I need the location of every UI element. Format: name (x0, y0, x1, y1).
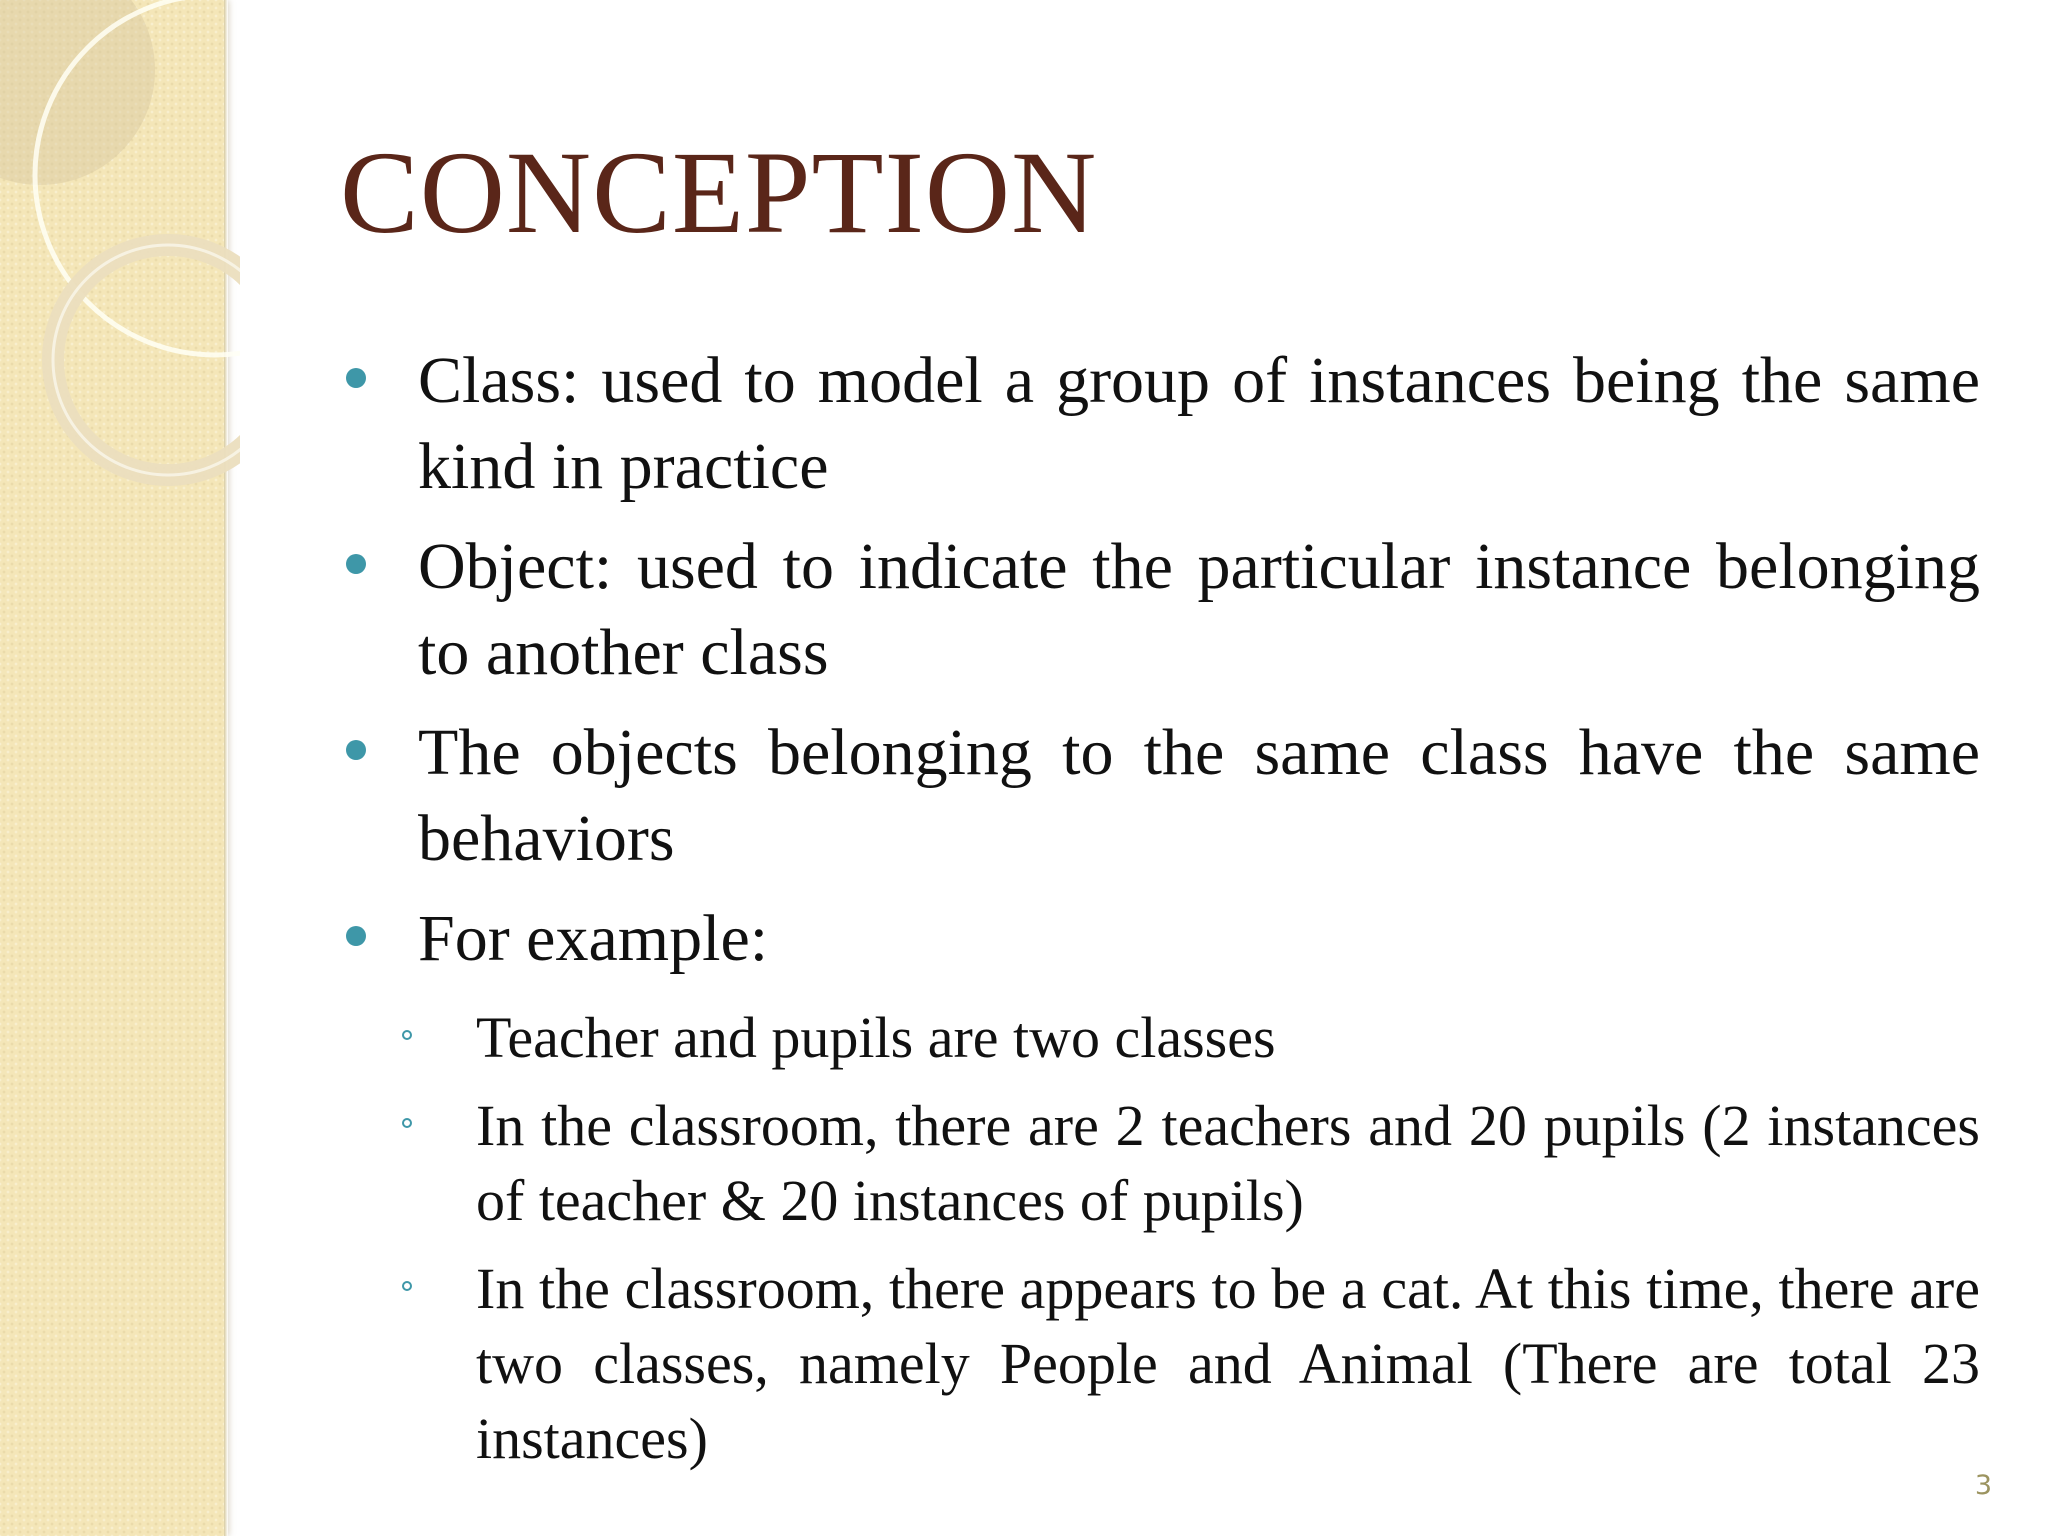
bullet-dot-icon (346, 554, 366, 574)
page-number: 3 (1974, 1470, 1992, 1501)
bullet-text: The objects belonging to the same class have the same behaviors (418, 716, 1980, 875)
decorative-ring (53, 245, 240, 475)
bullet-item (340, 524, 1980, 696)
bullet-dot-icon (346, 368, 366, 388)
sub-bullet-item (340, 1000, 1980, 1075)
decorative-disc (0, 0, 155, 185)
decorative-rings (0, 0, 240, 520)
slide-title: CONCEPTION (340, 127, 1098, 258)
bullet-dot-icon (346, 740, 366, 760)
sub-bullet-text: Teacher and pupils are two classes (476, 1005, 1276, 1070)
bullet-item (340, 896, 1980, 982)
sub-bullet-item (340, 1251, 1980, 1476)
sub-bullet-text: In the classroom, there appears to be a cat. At this time, there are two classes, namely People and Animal (There are total 23 instances) (476, 1256, 1980, 1471)
content-area (340, 338, 1980, 1489)
sub-bullet-item (340, 1088, 1980, 1238)
bullet-item (340, 338, 1980, 510)
bullet-text: Class: used to model a group of instances being the same kind in practice (418, 344, 1980, 503)
bullet-dot-icon (346, 926, 366, 946)
sub-bullet-ring-icon (402, 1118, 412, 1128)
bullet-text: For example: (418, 902, 769, 975)
bullet-text: Object: used to indicate the particular instance belonging to another class (418, 530, 1980, 689)
sub-bullet-ring-icon (402, 1281, 412, 1291)
sub-bullet-ring-icon (402, 1030, 412, 1040)
sub-bullet-text: In the classroom, there are 2 teachers and 20 pupils (2 instances of teacher & 20 instances of pupils) (476, 1093, 1980, 1233)
bullet-item (340, 710, 1980, 882)
